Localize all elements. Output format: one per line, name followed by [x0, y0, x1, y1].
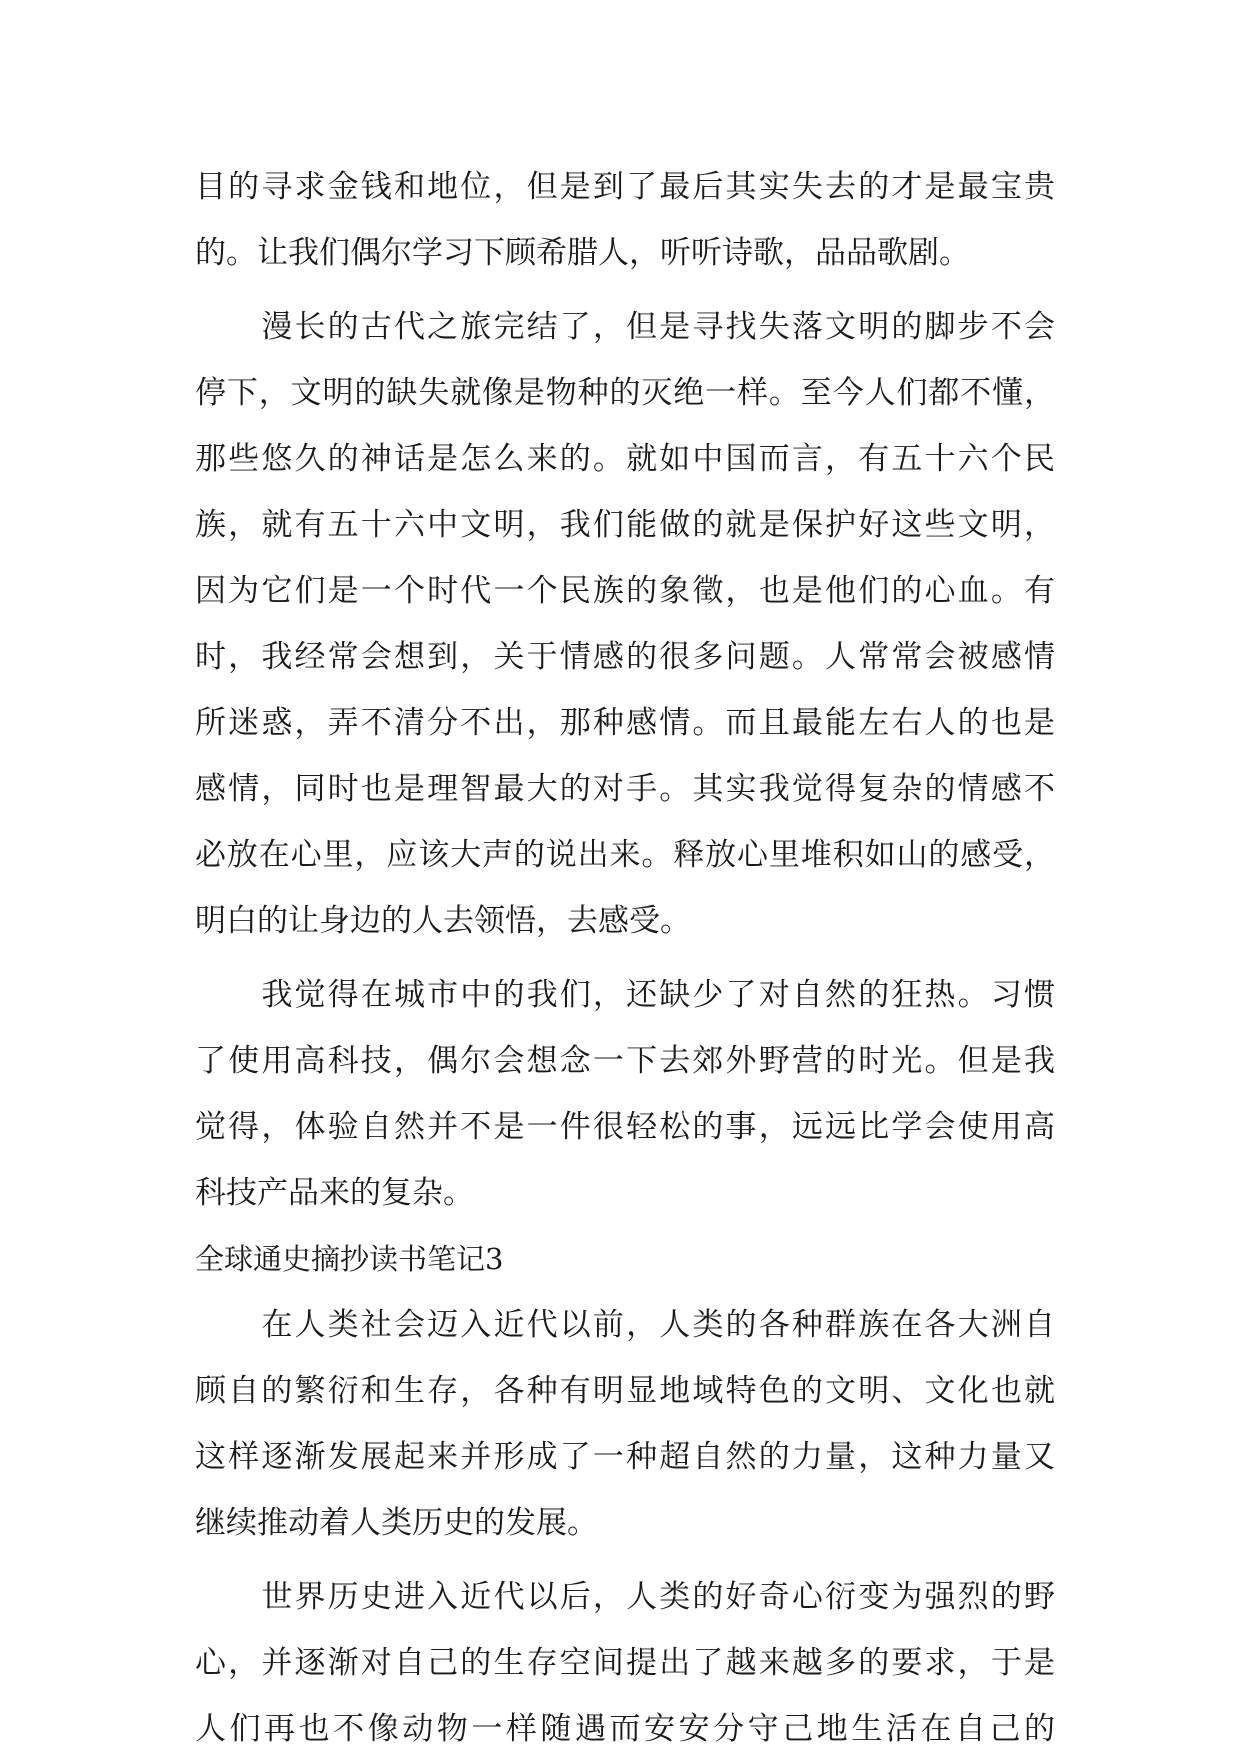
text-line: 族，就有五十六中文明，我们能做的就是保护好这些文明， — [195, 507, 1055, 543]
text-line: 必放在心里，应该大声的说出来。释放心里堆积如山的感受， — [195, 837, 1055, 873]
text-line: 感情，同时也是理智最大的对手。其实我觉得复杂的情感不 — [195, 771, 1055, 807]
text-line: 漫长的古代之旅完结了，但是寻找失落文明的脚步不会 — [195, 309, 1055, 345]
text-line: 了使用高科技，偶尔会想念一下去郊外野营的时光。但是我 — [195, 1043, 1055, 1079]
text-line: 顾自的繁衍和生存，各种有明显地域特色的文明、文化也就 — [195, 1373, 1055, 1409]
paragraph — [195, 962, 1055, 1226]
text-line: 科技产品来的复杂。 — [195, 1175, 474, 1211]
text-line: 时，我经常会想到，关于情感的很多问题。人常常会被感情 — [195, 639, 1055, 675]
text-line: 那些悠久的神话是怎么来的。就如中国而言，有五十六个民 — [195, 441, 1055, 477]
text-line: 这样逐渐发展起来并形成了一种超自然的力量，这种力量又 — [195, 1439, 1055, 1475]
text-line: 人们再也不像动物一样随遇而安安分守己地生活在自己的 — [195, 1711, 1055, 1747]
document-body — [195, 154, 1055, 1762]
text-line: 的。让我们偶尔学习下顾希腊人，听听诗歌，品品歌剧。 — [195, 235, 970, 271]
text-line: 目的寻求金钱和地位，但是到了最后其实失去的才是最宝贵 — [195, 169, 1055, 205]
text-line: 觉得，体验自然并不是一件很轻松的事，远远比学会使用高 — [195, 1109, 1055, 1145]
text-line: 明白的让身边的人去领悟，去感受。 — [195, 903, 691, 939]
text-line: 世界历史进入近代以后，人类的好奇心衍变为强烈的野 — [195, 1579, 1055, 1615]
paragraph — [195, 1292, 1055, 1556]
paragraph — [195, 154, 1055, 286]
text-line: 停下，文明的缺失就像是物种的灭绝一样。至今人们都不懂， — [195, 375, 1055, 411]
text-line: 所迷惑，弄不清分不出，那种感情。而且最能左右人的也是 — [195, 705, 1055, 741]
text-line: 因为它们是一个时代一个民族的象徵，也是他们的心血。有 — [195, 573, 1055, 609]
paragraph — [195, 1564, 1055, 1762]
text-line: 心，并逐渐对自己的生存空间提出了越来越多的要求，于是 — [195, 1645, 1055, 1681]
section-heading — [195, 1226, 1055, 1292]
paragraph — [195, 294, 1055, 954]
text-line: 我觉得在城市中的我们，还缺少了对自然的狂热。习惯 — [195, 977, 1055, 1013]
text-line: 在人类社会迈入近代以前，人类的各种群族在各大洲自 — [195, 1307, 1055, 1343]
heading-text: 全球通史摘抄读书笔记3 — [195, 1242, 504, 1276]
text-line: 继续推动着人类历史的发展。 — [195, 1505, 598, 1541]
